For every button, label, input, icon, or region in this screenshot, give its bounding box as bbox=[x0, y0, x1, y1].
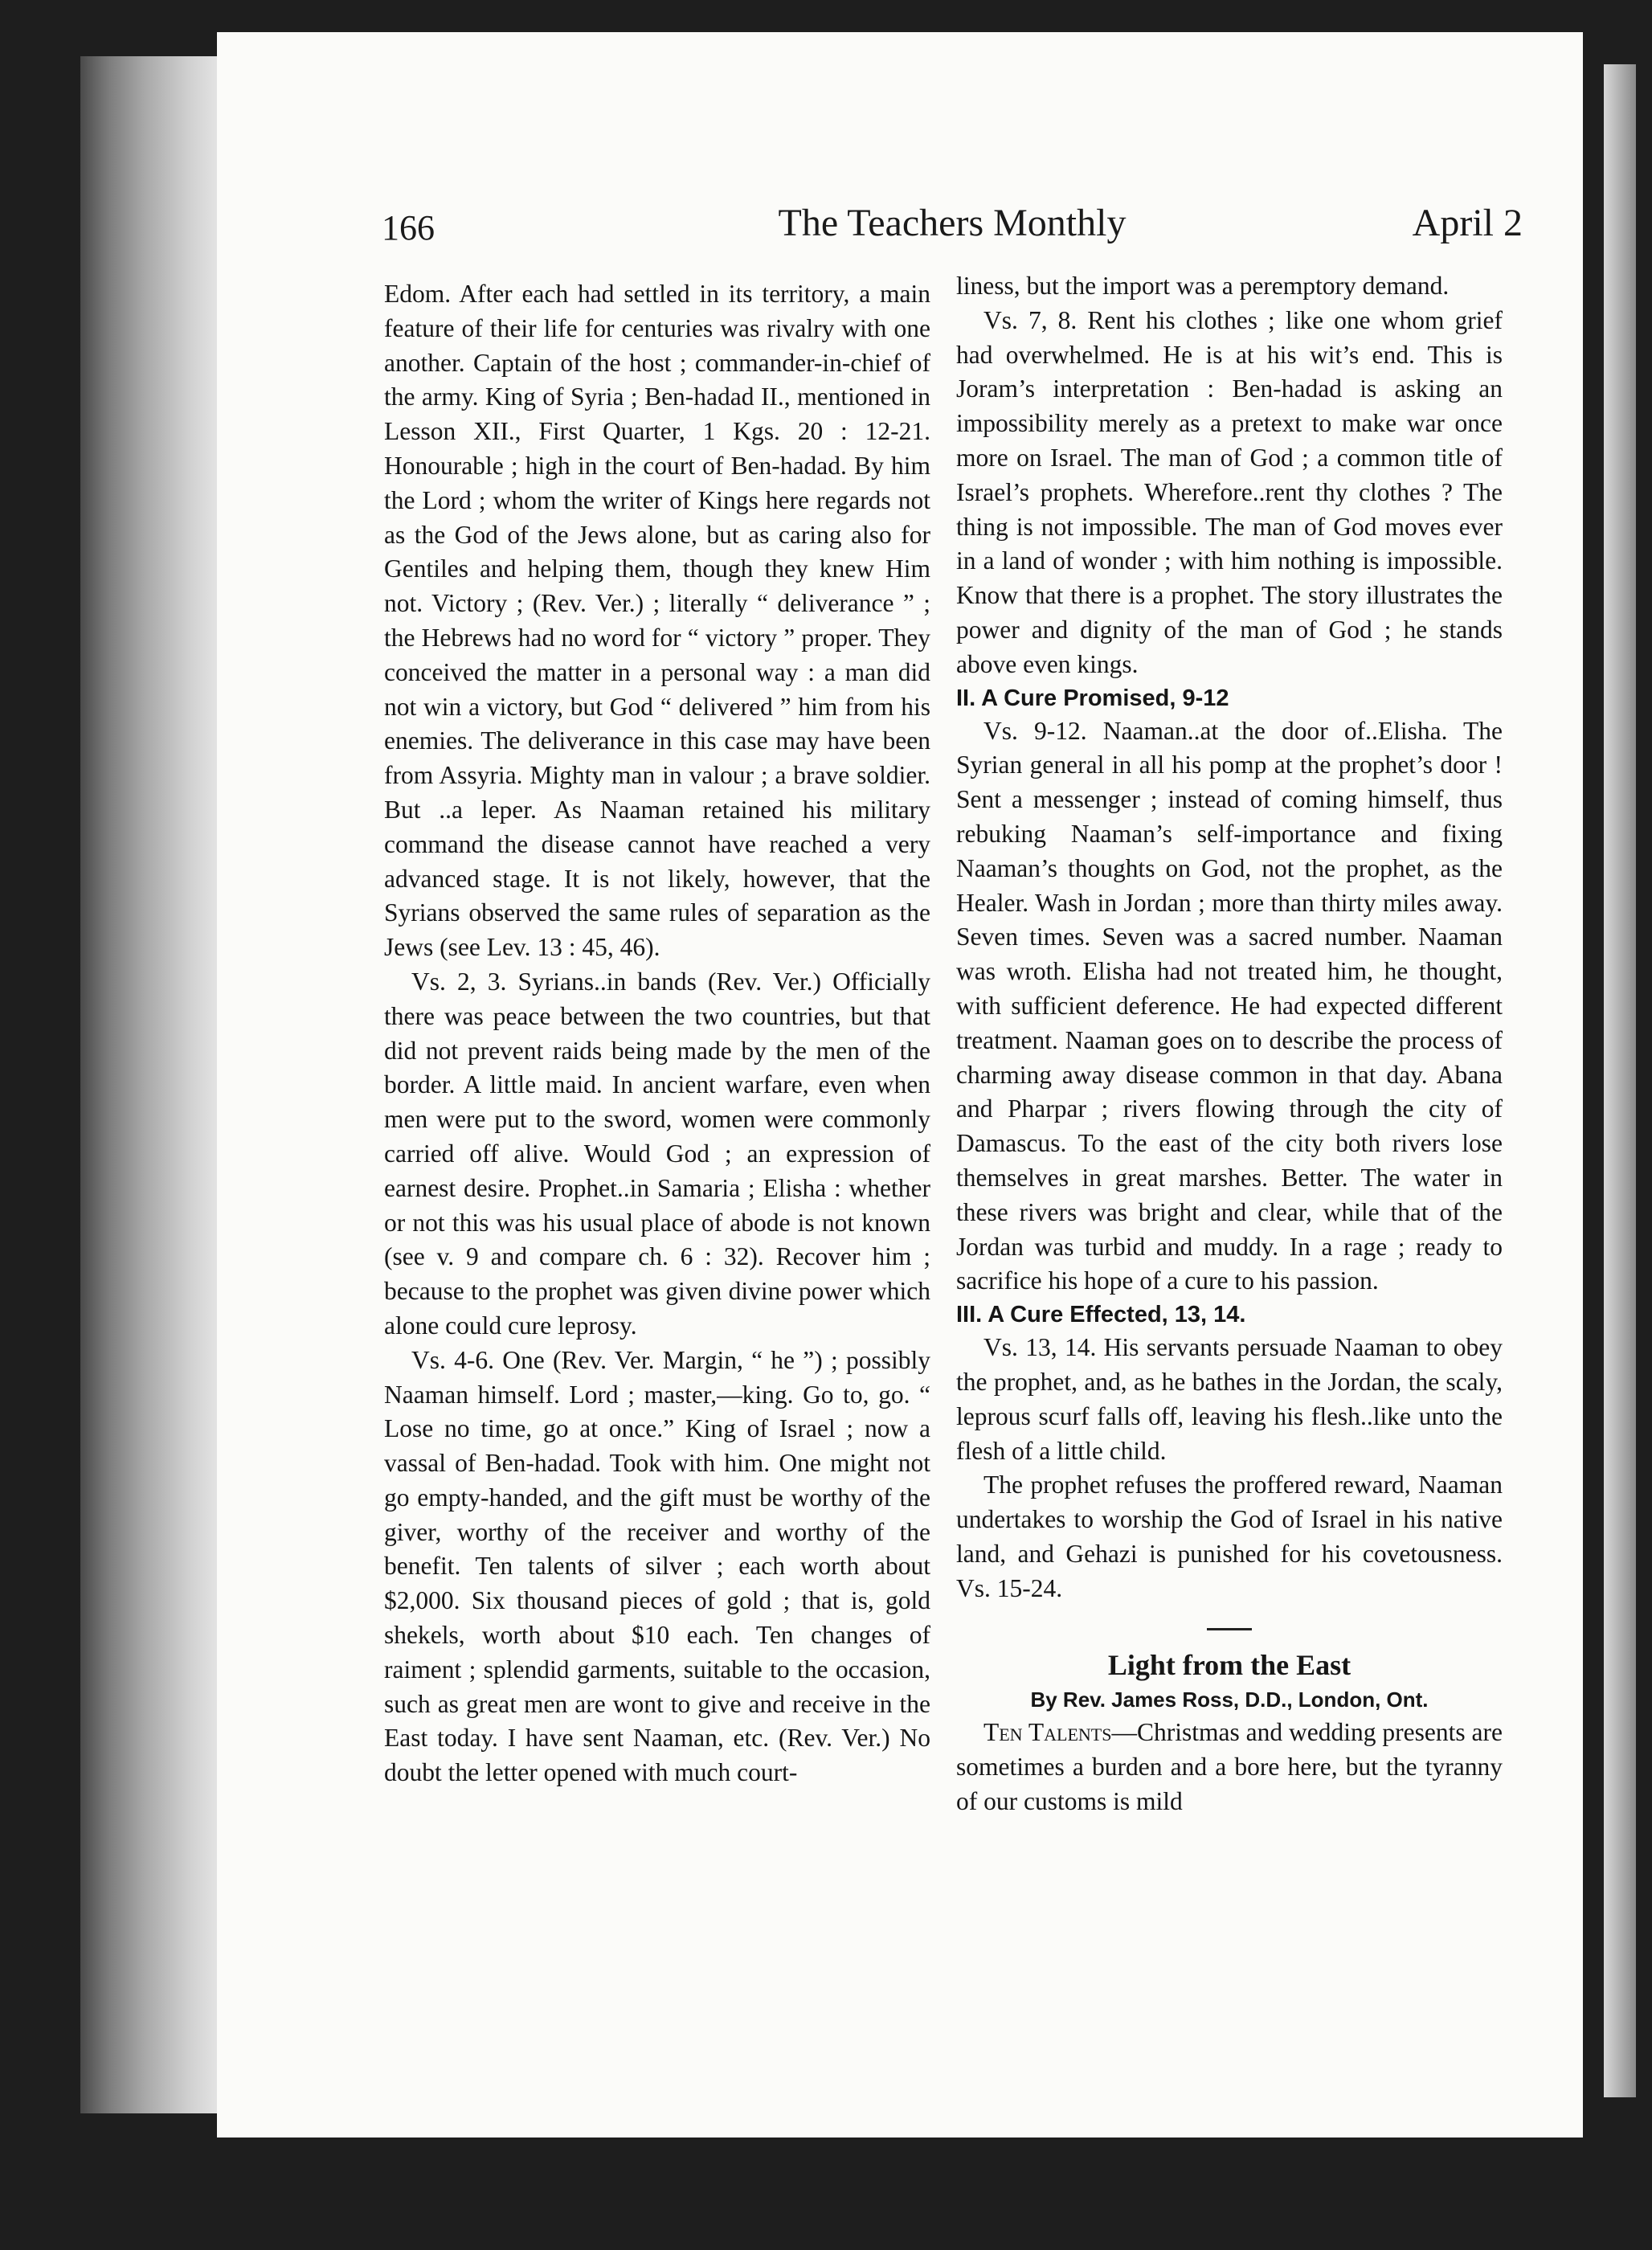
byline: By Rev. James Ross, D.D., London, Ont. bbox=[1030, 1688, 1429, 1712]
article-title: Light from the East bbox=[1107, 1649, 1351, 1682]
book-right-edge bbox=[1604, 64, 1636, 2097]
divider-rule bbox=[1207, 1628, 1252, 1630]
paragraph: Vs. 4-6. One (Rev. Ver. Margin, “ he ”) ; possibly Naaman himself. Lord ; master,—king. Go to, go. “ Lose no time, go at once.” King of Israel ; now a vassal of Ben-hadad. Took with him. One might not go empty-handed, and the gift must be worthy of the giver, worthy of the receiver and worthy of the benefit. Ten talents of silver ; each worth about $2,000. Six thousand pieces of gold ; that is, gold shekels, worth about $10 each. Ten changes of raiment ; splendid garments, suitable to the occasion, such as great men are wont to give and receive in the East today. I have sent Naaman, etc. (Rev. Ver.) No doubt the letter opened with much court- bbox=[384, 1345, 930, 1787]
paragraph: Vs. 9-12. Naaman..at the door of..Elisha. The Syrian general in all his pomp at the prophet’s door ! Sent a messenger ; instead of coming himself, thus rebuking Naaman’s self-importance and fixing Naaman’s thoughts on God, not the prophet, as the Healer. Wash in Jordan ; more than thirty miles away. Seven times. Seven was a sacred number. Naaman was wroth. Elisha had not treated him, he thought, with sufficient deference. He had expected different treatment. Naaman goes on to describe the process of charming away disease common in that day. Abana and Pharpar ; rivers flowing through the city of Damascus. To the east of the city both rivers lose themselves in great marshes. Better. The water in these rivers was bright and clear, while that of the Jordan was turbid and muddy. In a rage ; ready to sacrifice his hope of a cure to his passion. bbox=[956, 716, 1503, 1295]
running-title: The Teachers Monthly bbox=[778, 202, 1127, 244]
paragraph: Vs. 13, 14. His servants persuade Naaman to obey the prophet, and, as he bathes in the Jordan, the scaly, leprous scurf falls off, leaving his flesh..like unto the flesh of a little child. bbox=[956, 1333, 1503, 1465]
paragraph: The prophet refuses the proffered reward, Naaman undertakes to worship the God of Israel in his native land, and Gehazi is punished for his covetousness. Vs. 15-24. bbox=[956, 1471, 1503, 1602]
paragraph-text: —Christmas and wedding presents are sometimes a burden and a bore here, but the tyranny of our customs is mild bbox=[956, 1718, 1503, 1816]
paragraph: Vs. 2, 3. Syrians..in bands (Rev. Ver.) Officially there was peace between the two countries, but that did not prevent raids being made by the men of the border. A little maid. In ancient warfare, even when men were put to the sword, women were commonly carried off alive. Would God ; an expression of earnest desire. Prophet..in Samaria ; Elisha : whether or not this was his usual place of abode is not known (see v. 9 and compare ch. 6 : 32). Recover him ; because to the prophet was given divine power which alone could cure leprosy. bbox=[384, 967, 930, 1340]
section-heading: III. A Cure Effected, 13, 14. bbox=[956, 1302, 1246, 1328]
paragraph: Vs. 7, 8. Rent his clothes ; like one whom grief had overwhelmed. He is at his wit’s end. This is Joram’s interpretation : Ben-hadad is asking an impossibility merely as a pretext to make war once more on Israel. The man of God ; a common title of Israel’s prophets. Wherefore..rent thy clothes ? The thing is not impossible. The man of God moves ever in a land of wonder ; with him nothing is impossible. Know that there is a prophet. The story illustrates the power and dignity of the man of God ; he stands above even kings. bbox=[956, 305, 1503, 678]
page-number: 166 bbox=[382, 208, 435, 248]
page-header bbox=[382, 201, 1523, 265]
right-column bbox=[956, 269, 1503, 1819]
lead-words: Ten Talents bbox=[983, 1718, 1112, 1747]
paragraph bbox=[956, 1716, 1503, 1818]
section-heading: II. A Cure Promised, 9-12 bbox=[956, 685, 1229, 711]
book-page-edges bbox=[80, 56, 225, 2113]
paragraph: liness, but the import was a peremptory demand. bbox=[956, 272, 1450, 300]
issue-month: April 2 bbox=[1412, 202, 1523, 244]
paragraph: Edom. After each had settled in its territory, a main feature of their life for centuries was rivalry with one another. Captain of the host ; commander-in-chief of the army. King of Syria ; Ben-hadad II., mentioned in Lesson XII., First Quarter, 1 Kgs. 20 : 12-21. Honourable ; high in the court of Ben-hadad. By him the Lord ; whom the writer of Kings here regards not as the God of the Jews alone, but as caring also for Gentiles and helping them, though they knew Him not. Victory ; (Rev. Ver.) ; literally “ deliverance ” ; the Hebrews had no word for “ victory ” proper. They conceived the matter in a personal way : a man did not win a victory, but God “ delivered ” him from his enemies. The deliverance in this case may have been from Assyria. Mighty man in valour ; a brave soldier. But ..a leper. As Naaman retained his military command the disease cannot have reached a very advanced stage. It is not likely, however, that the Syrians observed the same rules of separation as the Jews (see Lev. 13 : 45, 46). bbox=[384, 280, 930, 962]
left-column bbox=[384, 277, 930, 1790]
